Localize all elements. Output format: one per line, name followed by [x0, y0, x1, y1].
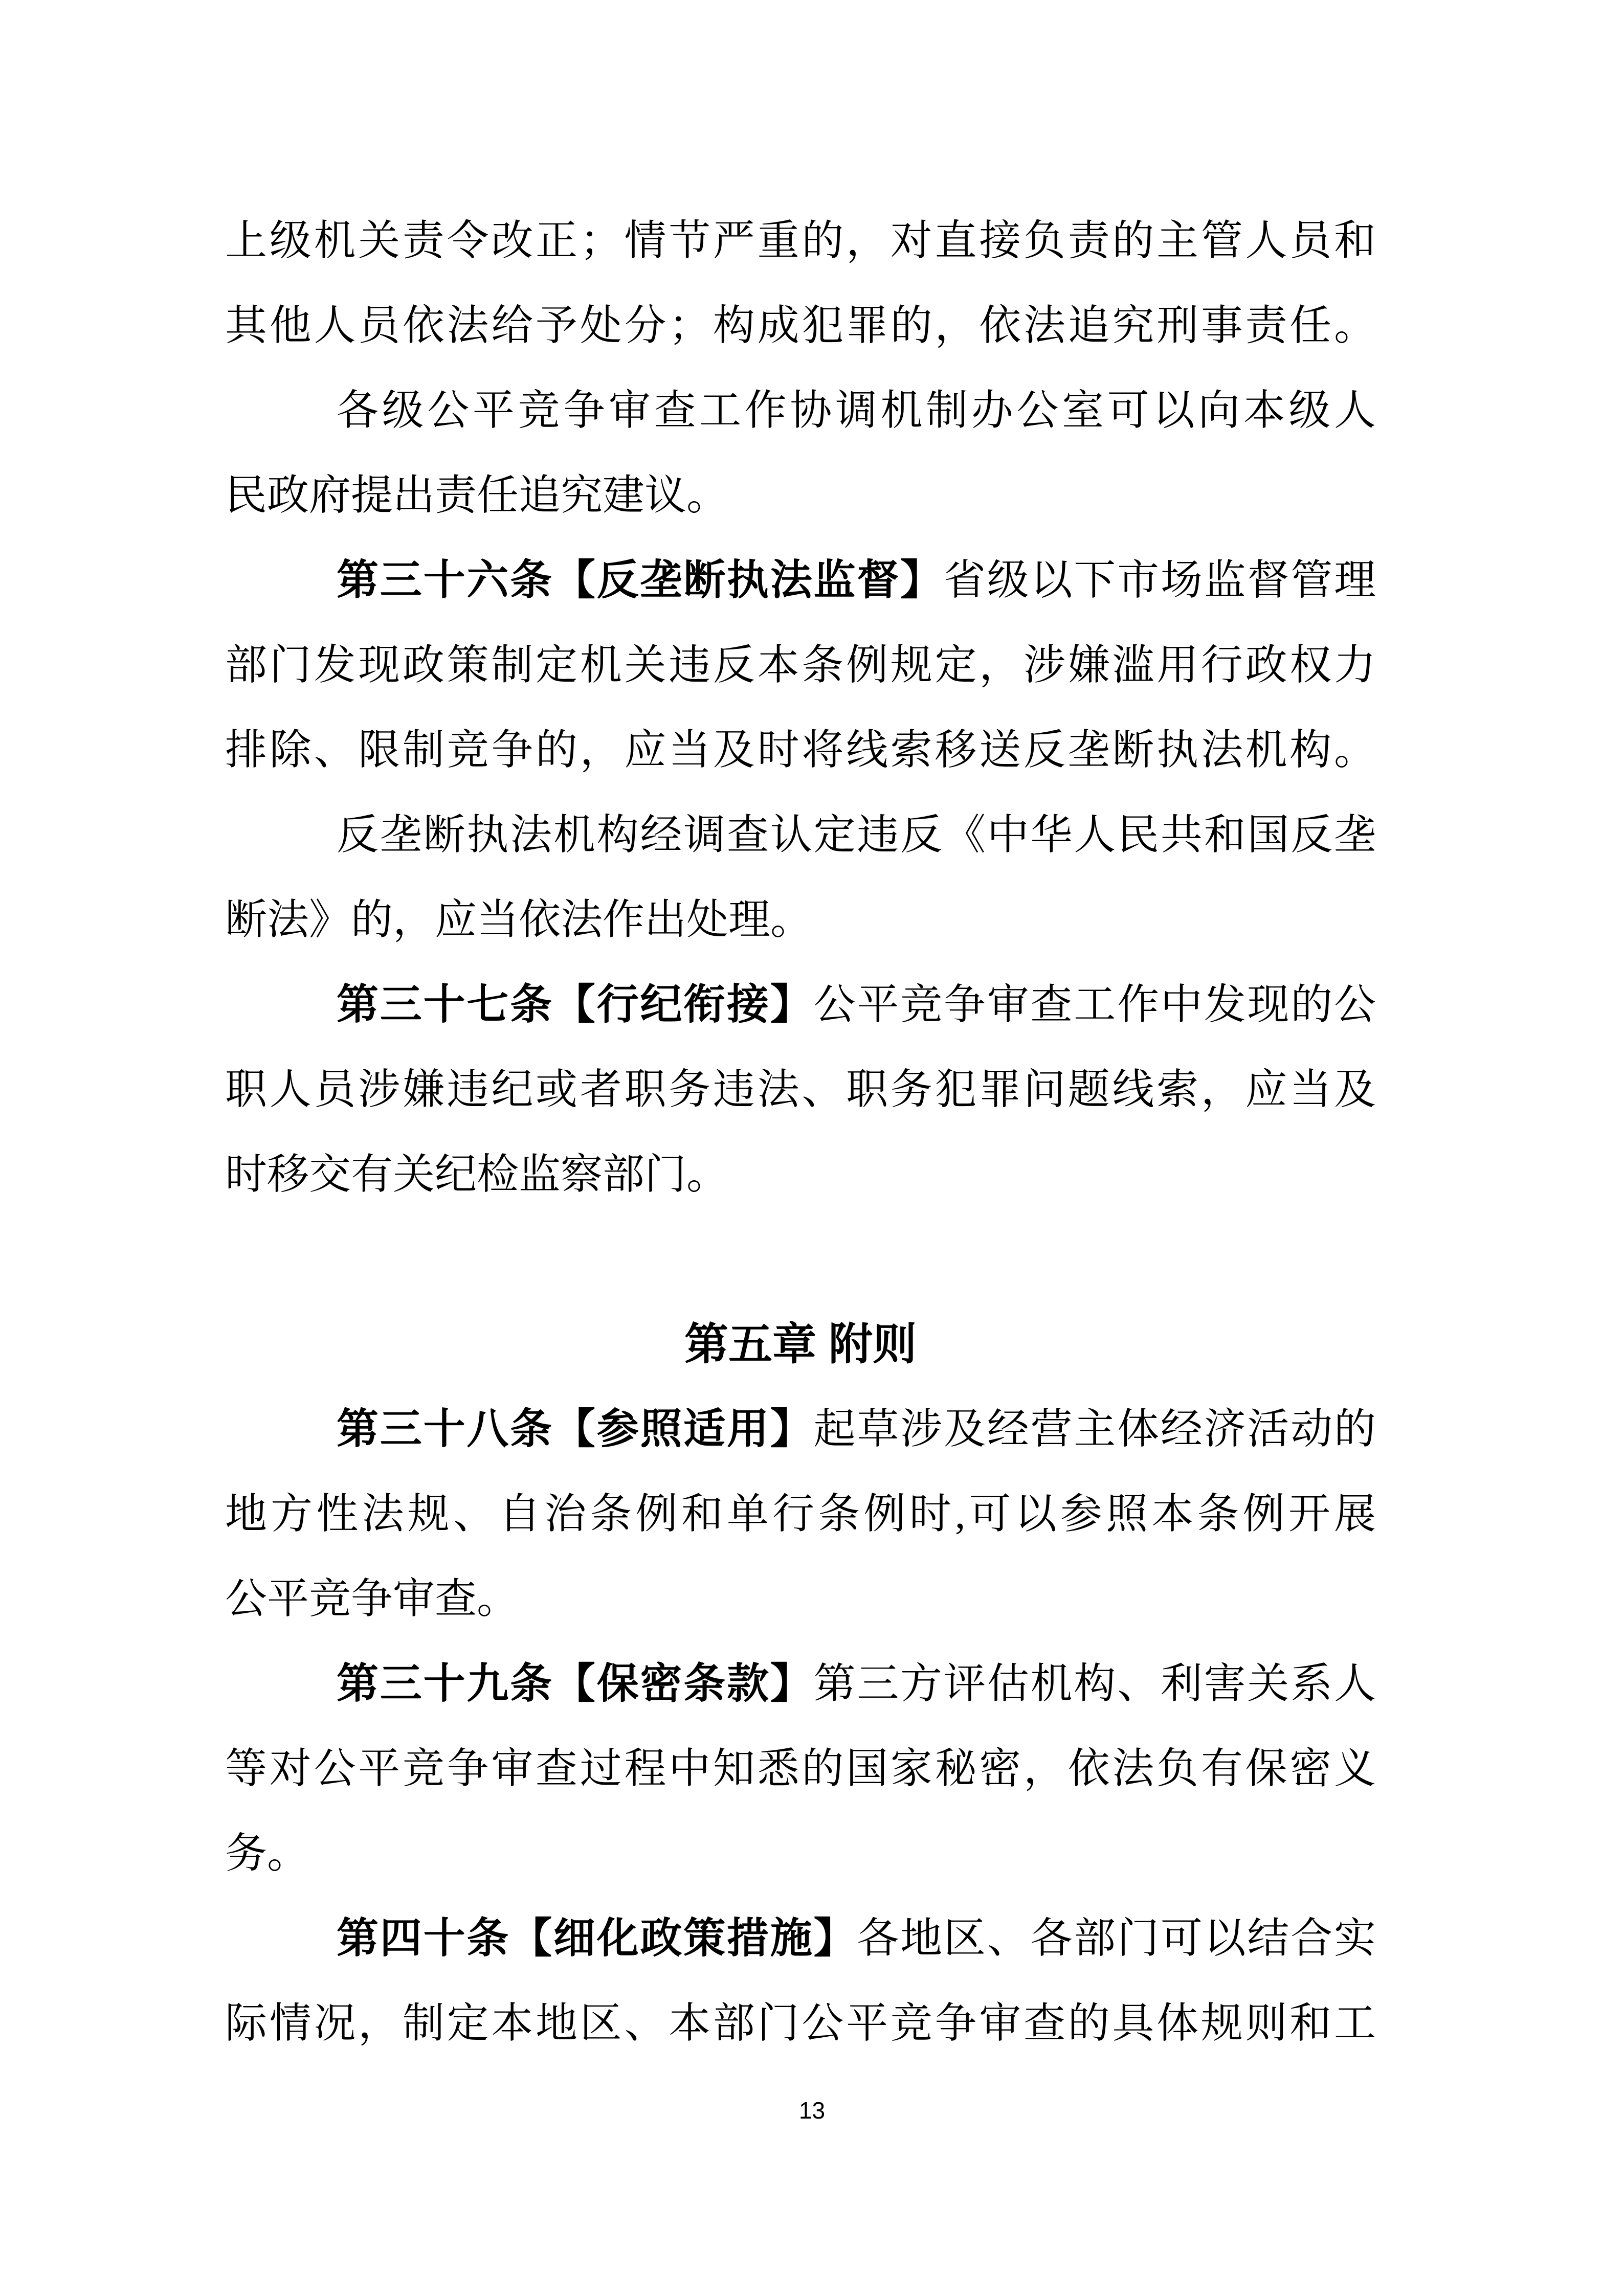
text-segment: 公平竞争审查。	[225, 1575, 519, 1622]
text-segment: 断法》的，应当依法作出处理。	[225, 896, 813, 943]
text-segment: 各级公平竞争审查工作协调机制办公室可以向本级人	[337, 387, 1376, 434]
text-line	[225, 1811, 1376, 1896]
article-title-segment: 第五章 附则	[684, 1320, 917, 1369]
text-line	[225, 1981, 1376, 2066]
text-line	[225, 1472, 1376, 1557]
text-line	[225, 1896, 1376, 1981]
text-segment: 时移交有关纪检监察部门。	[225, 1151, 729, 1198]
text-segment: 民政府提出责任追究建议。	[225, 472, 729, 519]
text-line	[225, 623, 1376, 708]
article-title-segment: 第三十八条【参照适用】	[337, 1406, 814, 1452]
text-line	[225, 1557, 1376, 1641]
document-body	[225, 198, 1376, 2066]
text-segment: 第三方评估机构、利害关系人	[813, 1660, 1376, 1707]
text-line	[225, 453, 1376, 538]
text-segment: 起草涉及经营主体经济活动的	[813, 1406, 1376, 1452]
text-line	[225, 793, 1376, 877]
text-line	[225, 1132, 1376, 1217]
text-line	[225, 1641, 1376, 1726]
article-title-segment: 第四十条【细化政策措施】	[337, 1915, 857, 1962]
text-segment: 其他人员依法给予处分；构成犯罪的，依法追究刑事责任。	[225, 302, 1376, 349]
text-line	[225, 368, 1376, 453]
text-segment: 公平竞争审查工作中发现的公	[813, 981, 1376, 1028]
text-segment: 际情况，制定本地区、本部门公平竞争审查的具体规则和工	[225, 2000, 1376, 2046]
text-line	[225, 962, 1376, 1047]
text-segment: 务。	[225, 1830, 309, 1877]
text-line	[225, 877, 1376, 962]
text-segment: 等对公平竞争审查过程中知悉的国家秘密，依法负有保密义	[225, 1745, 1376, 1792]
text-segment: 部门发现政策制定机关违反本条例规定，涉嫌滥用行政权力	[225, 642, 1376, 688]
text-segment: 上级机关责令改正；情节严重的，对直接负责的主管人员和	[225, 217, 1376, 264]
text-line	[225, 198, 1376, 283]
text-segment: 排除、限制竞争的，应当及时将线索移送反垄断执法机构。	[225, 727, 1376, 773]
text-line	[225, 283, 1376, 368]
article-title-segment: 第三十七条【行纪衔接】	[337, 981, 814, 1028]
text-segment: 地方性法规、自治条例和单行条例时,可以参照本条例开展	[225, 1491, 1376, 1537]
text-line	[225, 708, 1376, 793]
text-segment: 职人员涉嫌违纪或者职务违法、职务犯罪问题线索，应当及	[225, 1066, 1376, 1113]
article-title-segment: 第三十六条【反垄断执法监督】	[337, 557, 944, 603]
text-segment: 反垄断执法机构经调查认定违反《中华人民共和国反垄	[337, 812, 1376, 858]
page-number: 13	[798, 2097, 826, 2124]
text-segment: 省级以下市场监督管理	[943, 557, 1376, 603]
chapter-heading	[225, 1302, 1376, 1387]
text-line	[225, 538, 1376, 623]
text-line	[225, 1387, 1376, 1472]
text-line	[225, 1047, 1376, 1132]
article-title-segment: 第三十九条【保密条款】	[337, 1660, 814, 1707]
blank-line	[225, 1217, 1376, 1302]
text-segment: 各地区、各部门可以结合实	[857, 1915, 1376, 1962]
text-line	[225, 1726, 1376, 1811]
